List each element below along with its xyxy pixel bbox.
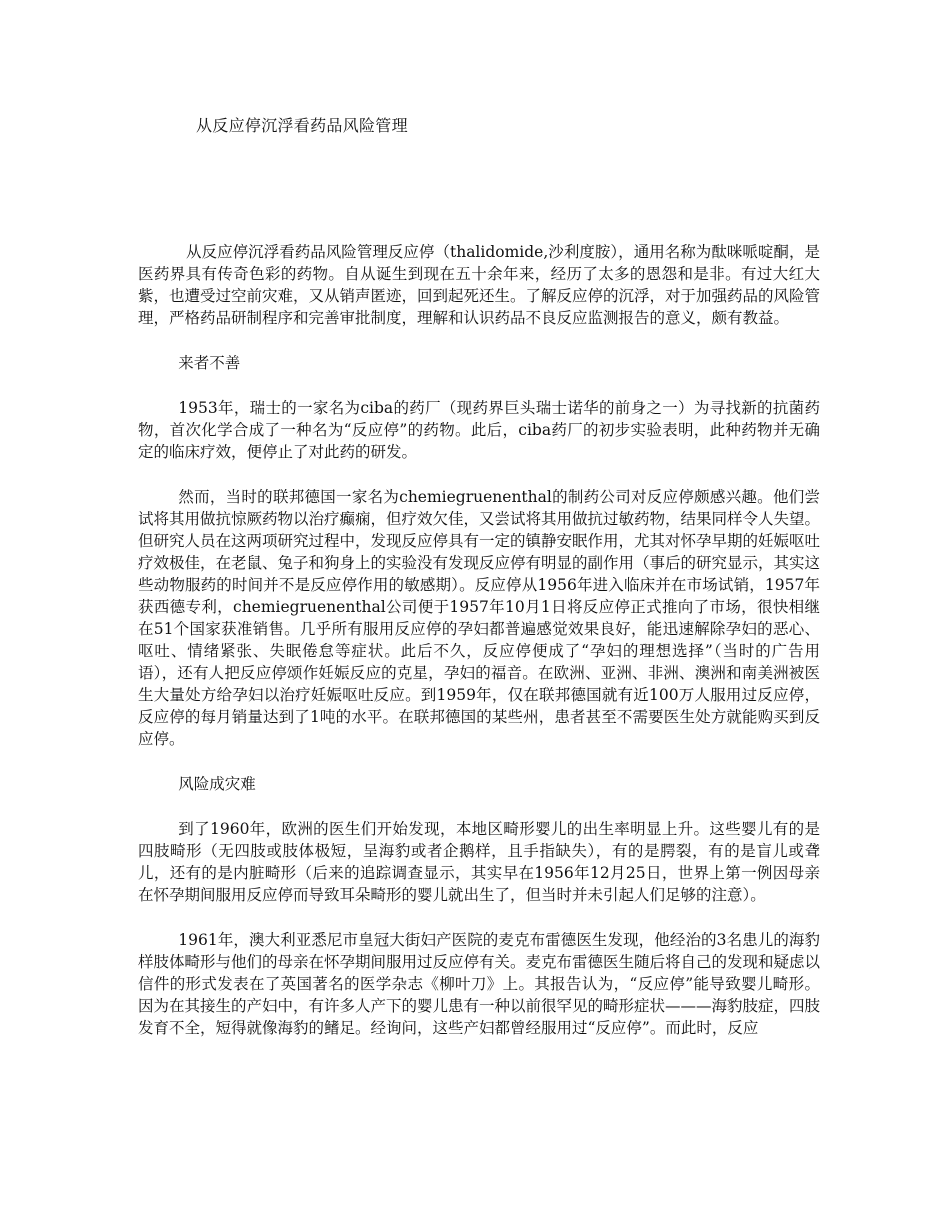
body-paragraph: 1953年，瑞士的一家名为ciba的药厂（现药界巨头瑞士诺华的前身之一）为寻找新的抗菌药物，首次化学合成了一种名为“反应停”的药物。此后，ciba药厂的初步实验表明，此种药物并无确定的临床疗效，便停止了对此药的研发。 [138,399,820,461]
body-paragraph: 到了1960年，欧洲的医生们开始发现，本地区畸形婴儿的出生率明显上升。这些婴儿有的是四肢畸形（无四肢或肢体极短，呈海豹或者企鹅样，且手指缺失），有的是腭裂，有的是盲儿或聋儿，还有的是内脏畸形（后来的追踪调查显示，其实早在1956年12月25日，世界上第一例因母亲在怀孕期间服用反应停而导致耳朵畸形的婴儿就出生了，但当时并未引起人们足够的注意）。 [138,820,820,904]
document-body [138,241,820,1062]
section-heading-disaster: 风险成灾难 [178,775,256,793]
body-paragraph: 然而，当时的联邦德国一家名为chemiegruenenthal的制药公司对反应停颇感兴趣。他们尝试将其用做抗惊厥药物以治疗癫痫，但疗效欠佳，又尝试将其用做抗过敏药物，结果同样令人失望。但研究人员在这两项研究过程中，发现反应停具有一定的镇静安眠作用，尤其对怀孕早期的妊娠呕吐疗效极佳，在老鼠、兔子和狗身上的实验没有发现反应停有明显的副作用（事后的研究显示，其实这些动物服药的时间并不是反应停作用的敏感期）。反应停从1956年进入临床并在市场试销，1957年获西德专利，chemiegruenenthal公司便于1957年10月1日将反应停正式推向了市场，很快相继在51个国家获准销售。几乎所有服用反应停的孕妇都普遍感觉效果良好，能迅速解除孕妇的恶心、呕吐、情绪紧张、失眠倦怠等症状。此后不久，反应停便成了“孕妇的理想选择”（当时的广告用语），还有人把反应停颂作妊娠反应的克星，孕妇的福音。在欧洲、亚洲、非洲、澳洲和南美洲被医生大量处方给孕妇以治疗妊娠呕吐反应。到1959年，仅在联邦德国就有近100万人服用过反应停，反应停的每月销量达到了1吨的水平。在联邦德国的某些州，患者甚至不需要医生处方就能购买到反应停。 [138,488,821,748]
intro-paragraph: 从反应停沉浮看药品风险管理反应停（thalidomide,沙利度胺），通用名称为酞咪哌啶酮，是医药界具有传奇色彩的药物。自从诞生到现在五十余年来，经历了太多的恩怨和是非。有过大红大紫，也遭受过空前灾难，又从销声匿迹，回到起死还生。了解反应停的沉浮，对于加强药品的风险管理，严格药品研制程序和完善审批制度，理解和认识药品不良反应监测报告的意义，颇有教益。 [138,243,821,327]
section-heading-origin: 来者不善 [178,354,241,372]
document-title: 从反应停沉浮看药品风险管理 [196,116,408,135]
body-paragraph: 1961年，澳大利亚悉尼市皇冠大街妇产医院的麦克布雷德医生发现，他经治的3名患儿的海豹样肢体畸形与他们的母亲在怀孕期间服用过反应停有关。麦克布雷德医生随后将自己的发现和疑虑以信件的形式发表在了英国著名的医学杂志《柳叶刀》上。其报告认为，“反应停”能导致婴儿畸形。因为在其接生的产妇中，有许多人产下的婴儿患有一种以前很罕见的畸形症状———海豹肢症，四肢发育不全，短得就像海豹的鳍足。经询问，这些产妇都曾经服用过“反应停”。而此时，反应 [138,931,821,1037]
